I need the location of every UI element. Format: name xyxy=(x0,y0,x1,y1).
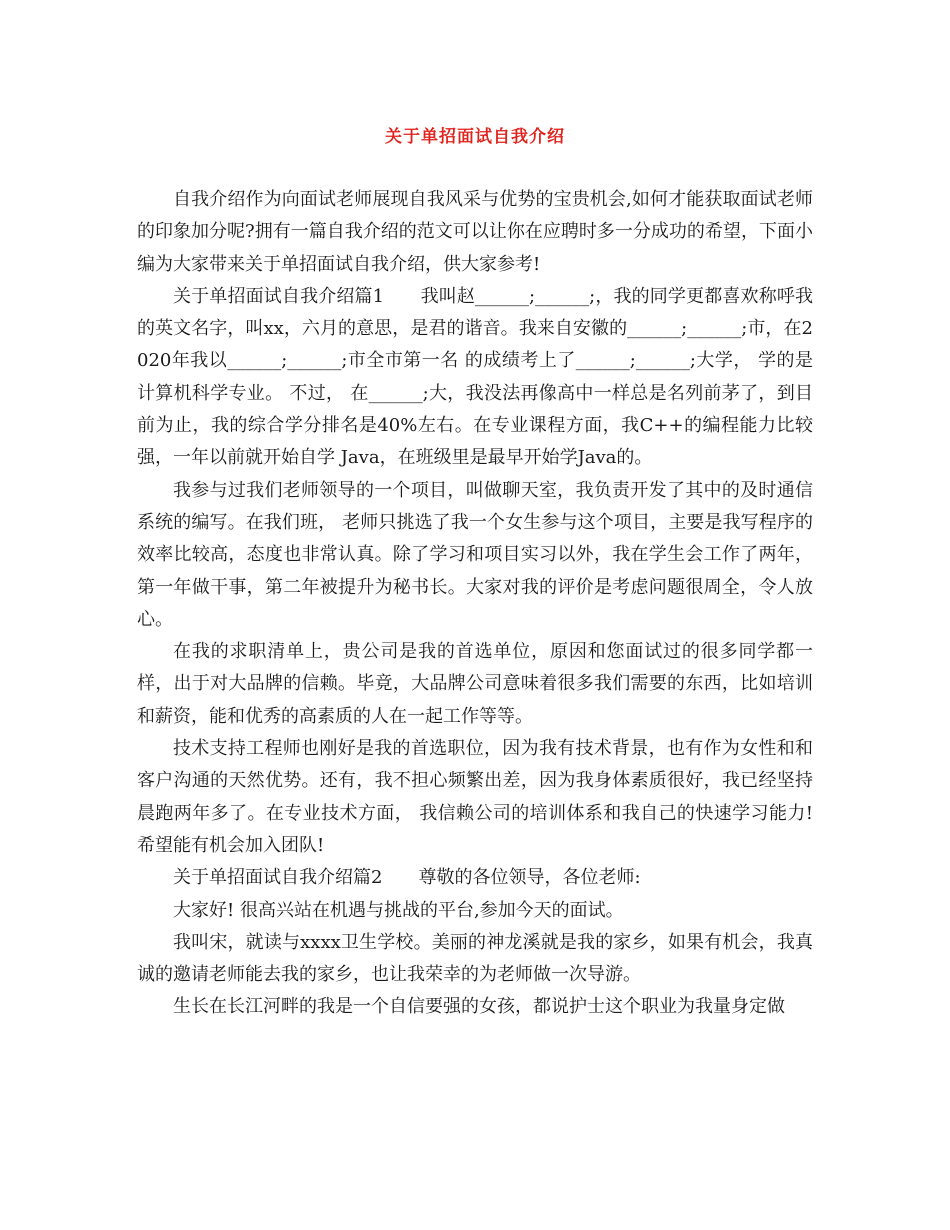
document-title: 关于单招面试自我介绍 xyxy=(385,127,565,147)
paragraph-intro: 自我介绍作为向面试老师展现自我风采与优势的宝贵机会,如何才能获取面试老师的印象加分呢?拥有一篇自我介绍的范文可以让你在应聘时多一分成功的希望，下面小编为大家带来关于单招面试自我介绍，供大家参考! xyxy=(137,189,813,275)
paragraph-greeting: 大家好! 很高兴站在机遇与挑战的平台,参加今天的面试。 xyxy=(173,899,624,921)
document-body xyxy=(137,184,813,1024)
paragraph-self-intro: 我叫宋，就读与xxxx卫生学校。美丽的神龙溪就是我的家乡，如果有机会，我真诚的邀请老师能去我的家乡，也让我荣幸的为老师做一次导游。 xyxy=(137,931,813,986)
paragraph-part2-heading: 关于单招面试自我介绍篇2 尊敬的各位领导，各位老师: xyxy=(173,867,641,889)
paragraph-project: 我参与过我们老师领导的一个项目，叫做聊天室，我负责开发了其中的及时通信系统的编写。在我们班， 老师只挑选了我一个女生参与这个项目，主要是我写程序的效率比较高，态度也非常认真。除了学习和项目实习以外，我在学生会工作了两年，第一年做干事，第二年被提升为秘书长。大家对我的评价是考虑问题很周全，令人放心。 xyxy=(137,479,813,630)
paragraph-company-choice: 在我的求职清单上，贵公司是我的首选单位，原因和您面试过的很多同学都一样，出于对大品牌的信赖。毕竟，大品牌公司意味着很多我们需要的东西，比如培训和薪资，能和优秀的高素质的人在一起工作等等。 xyxy=(137,641,813,727)
paragraph-part1-opening: 关于单招面试自我介绍篇1 我叫赵______;______;，我的同学更都喜欢称呼我的英文名字，叫xx，六月的意思，是君的谐音。我来自安徽的______;______;市，在2020年我以______;______;市全市第一名 的成绩考上了______;______;大学， 学的是计算机科学专业。 不过， 在______;大，我没法再像高中一样总是名列前茅了，到目前为止，我的综合学分排名是40%左右。在专业课程方面，我C++的编程能力比较强，一年以前就开始自学 Java，在班级里是最早开始学Java的。 xyxy=(137,285,813,469)
paragraph-personality: 生长在长江河畔的我是一个自信要强的女孩，都说护士这个职业为我量身定做 xyxy=(173,996,785,1018)
paragraph-position: 技术支持工程师也刚好是我的首选职位，因为我有技术背景，也有作为女性和和客户沟通的天然优势。还有，我不担心频繁出差，因为我身体素质很好，我已经坚持晨跑两年多了。在专业技术方面， 我信赖公司的培训体系和我自己的快速学习能力!希望能有机会加入团队! xyxy=(137,738,813,856)
